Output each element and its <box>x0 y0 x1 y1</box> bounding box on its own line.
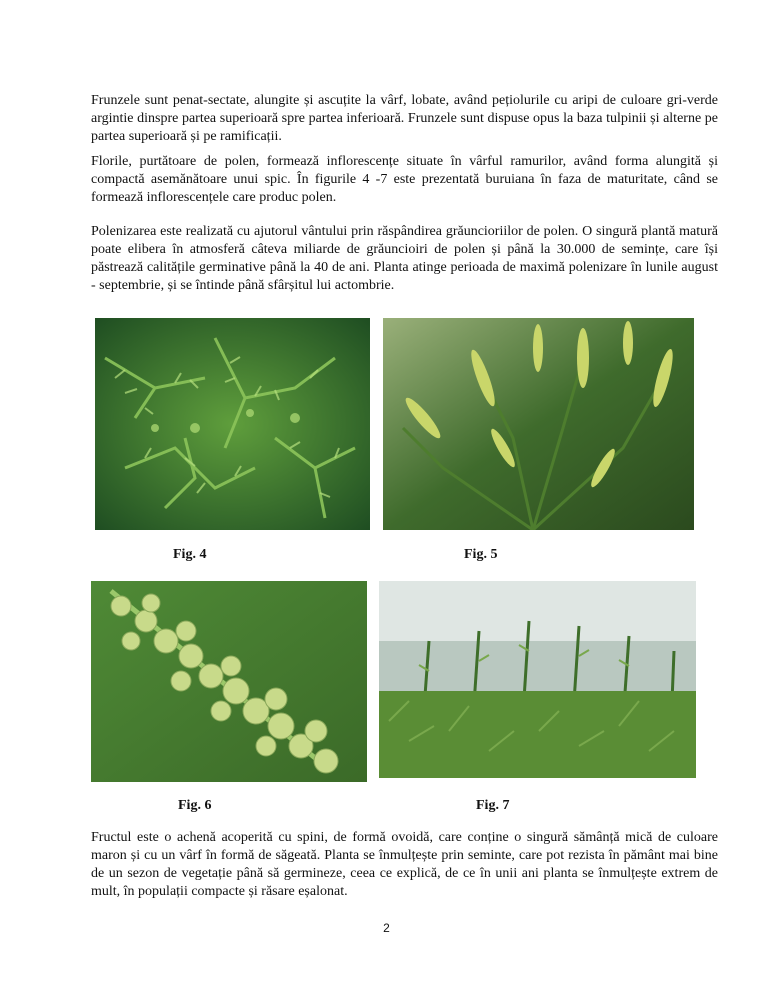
figure-4-caption: Fig. 4 <box>173 547 207 562</box>
paragraph-pollination: Polenizarea este realizată cu ajutorul vântului prin răspândirea grăuncioriilor de polen. O singură plantă matură poate elibera în atmosferă câteva miliarde de grăuncioiri de polen și până la 30.000 de semințe, care își păstrează calitățile germinative până la 40 de ani. Planta atinge perioada de maximă polenizare în lunile august - septembrie, și se întinde până sfârșitul lui actombrie. <box>91 224 718 293</box>
figure-7-image <box>379 581 696 778</box>
paragraph-leaves: Frunzele sunt penat-sectate, alungite și ascuțite la vârf, lobate, având pețiolurile cu aripi de culoare gri-verde argintie dinspre partea superioară spre partea inferioară. Frunzele sunt dispuse opus la baza tulpinii și alterne pe partea superioară și pe ramificații. <box>91 93 718 144</box>
figure-5-image <box>383 318 694 530</box>
figure-6-caption: Fig. 6 <box>178 798 212 813</box>
paragraph-flowers: Florile, purtătoare de polen, formează inflorescențe situate în vârful ramurilor, având forma alungită și compactă asemănătoare unui spic. În figurile 4 -7 este prezentată buruiana în faza de maturitate, când se formează inflorescențele care produc polen. <box>91 154 718 205</box>
page-number: 2 <box>383 921 390 935</box>
figure-7-caption: Fig. 7 <box>476 798 510 813</box>
figure-5-caption: Fig. 5 <box>464 547 498 562</box>
paragraph-fruit: Fructul este o achenă acoperită cu spini, de formă ovoidă, care conține o singură sămânță mică de culoare maron și cu un vârf în formă de săgeată. Planta se înmulțește prin seminte, care pot rezista în pământ mai bine de un sezon de vegetație până să germineze, ceea ce explică, de ce în unii ani planta se înmulțește extrem de mult, în populații compacte și răsare eșalonat. <box>91 830 718 899</box>
figure-6-image <box>91 581 367 782</box>
figure-4-image <box>95 318 370 530</box>
